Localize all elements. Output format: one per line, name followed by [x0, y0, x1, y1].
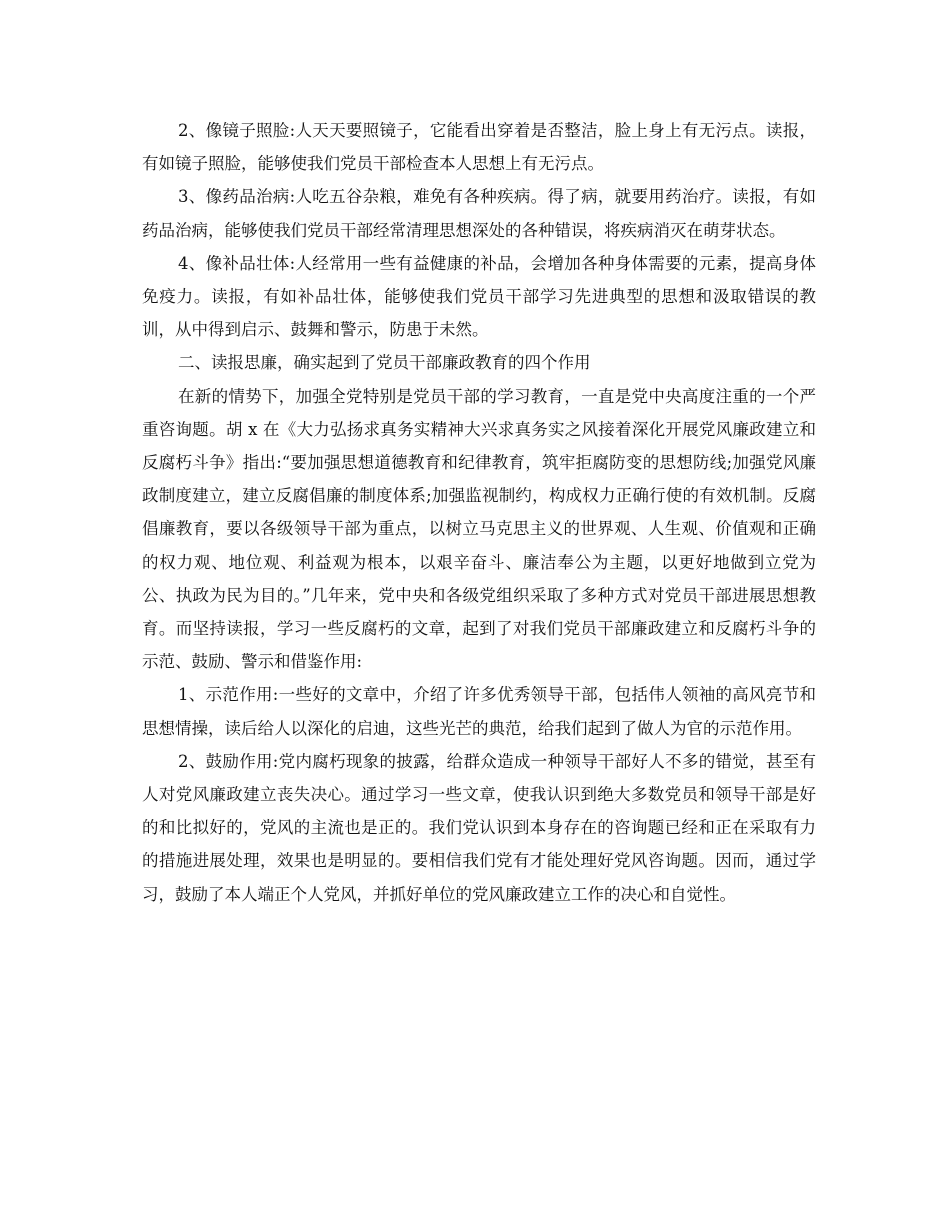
paragraph-encouragement: 2、鼓励作用:党内腐朽现象的披露，给群众造成一种领导干部好人不多的错觉，甚至有人对党风廉政建立丧失决心。通过学习一些文章，使我认识到绝大多数党员和领导干部是好的和比拟好的，党风的主流也是正的。我们党认识到本身存在的咨询题已经和正在采取有力的措施进展处理，效果也是明显的。要相信我们党有才能处理好党风咨询题。因而，通过学习，鼓励了本人端正个人党风，并抓好单位的党风廉政建立工作的决心和自觉性。	[142, 751, 816, 904]
document-body	[142, 114, 816, 911]
paragraph-tonic: 4、像补品壮体:人经常用一些有益健康的补品，会增加各种身体需要的元素，提高身体免疫力。读报，有如补品壮体，能够使我们党员干部学习先进典型的思想和汲取错误的教训，从中得到启示、鼓舞和警示，防患于未然。	[142, 253, 816, 340]
paragraph-demonstration: 1、示范作用:一些好的文章中，介绍了许多优秀领导干部，包括伟人领袖的高风亮节和思想情操，读后给人以深化的启迪，这些光芒的典范，给我们起到了做人为官的示范作用。	[142, 685, 816, 738]
paragraph-context: 在新的情势下，加强全党特别是党员干部的学习教育，一直是党中央高度注重的一个严重咨询题。胡 x 在《大力弘扬求真务实精神大兴求真务实之风接着深化开展党风廉政建立和反腐朽斗争》指出:“要加强思想道德教育和纪律教育，筑牢拒腐防变的思想防线;加强党风廉政制度建立，建立反腐倡廉的制度体系;加强监视制约，构成权力正确行使的有效机制。反腐倡廉教育，要以各级领导干部为重点，以树立马克思主义的世界观、人生观、价值观和正确的权力观、地位观、利益观为根本，以艰辛奋斗、廉洁奉公为主题，以更好地做到立党为公、执政为民为目的。”几年来，党中央和各级党组织采取了多种方式对党员干部进展思想教育。而坚持读报，学习一些反腐朽的文章，起到了对我们党员干部廉政建立和反腐朽斗争的示范、鼓励、警示和借鉴作用:	[142, 386, 816, 672]
paragraph-medicine: 3、像药品治病:人吃五谷杂粮，难免有各种疾病。得了病，就要用药治疗。读报，有如药品治病，能够使我们党员干部经常清理思想深处的各种错误，将疾病消灭在萌芽状态。	[142, 187, 816, 240]
paragraph-mirror: 2、像镜子照脸:人天天要照镜子，它能看出穿着是否整洁，脸上身上有无污点。读报，有如镜子照脸，能够使我们党员干部检查本人思想上有无污点。	[142, 121, 816, 174]
section-heading: 二、读报思廉，确实起到了党员干部廉政教育的四个作用	[178, 353, 591, 373]
